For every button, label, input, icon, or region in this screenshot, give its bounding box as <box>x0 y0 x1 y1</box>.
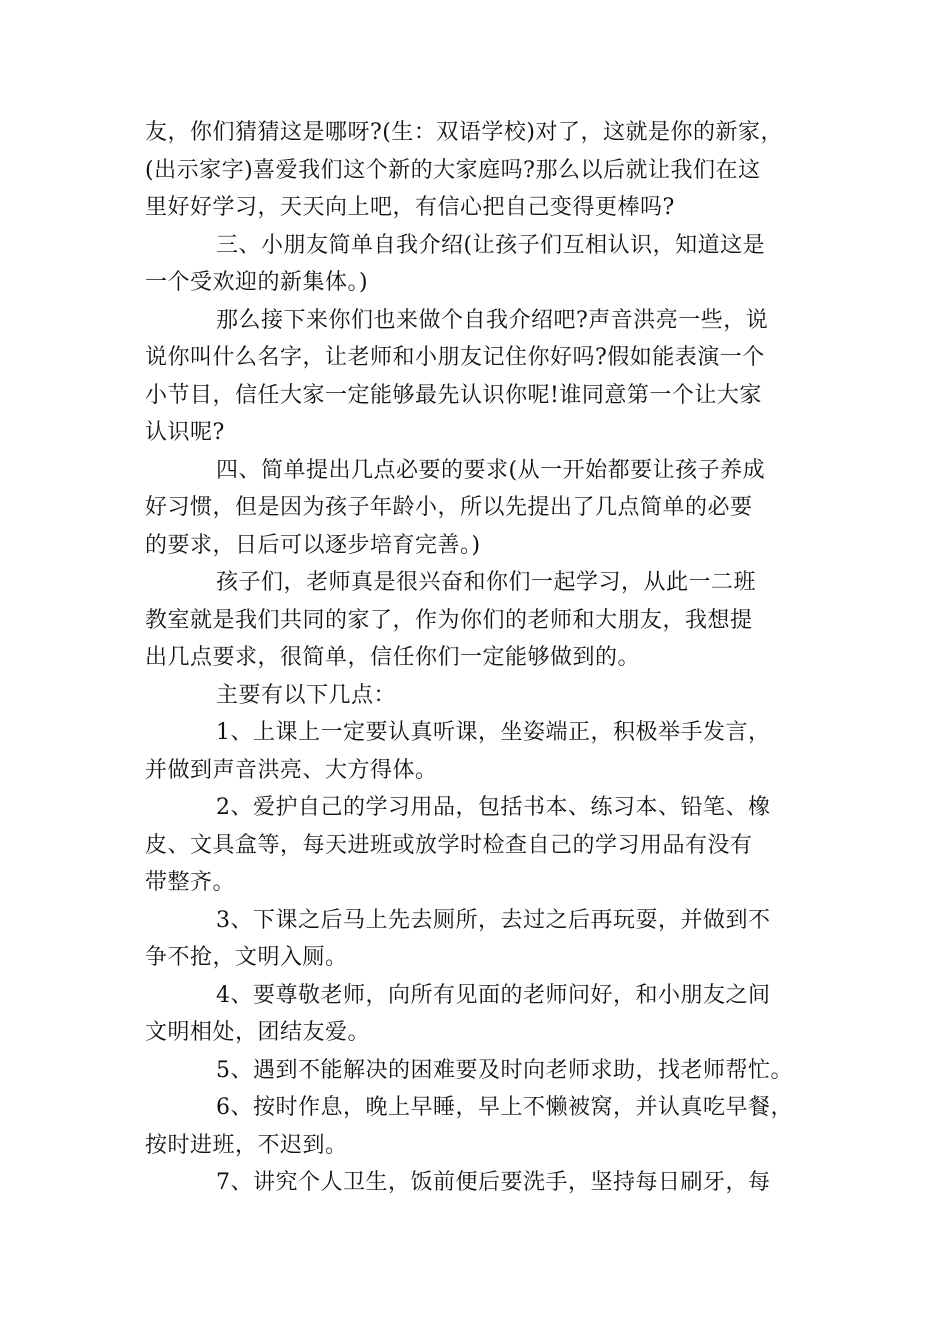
text-line: 争不抢，文明入厕。 <box>145 945 348 970</box>
document-body <box>145 114 825 1202</box>
text-line: 出几点要求，很简单，信任你们一定能够做到的。 <box>145 645 641 670</box>
text-line: 认识呢? <box>145 420 225 445</box>
text-line: 说你叫什么名字，让老师和小朋友记住你好吗?假如能表演一个 <box>145 345 765 370</box>
text-line: 4、要尊敬老师，向所有见面的老师问好，和小朋友之间 <box>216 982 771 1008</box>
text-line: 5、遇到不能解决的困难要及时向老师求助，找老师帮忙。 <box>216 1057 793 1083</box>
text-line: 2、爱护自己的学习用品，包括书本、练习本、铅笔、橡 <box>216 795 771 820</box>
text-line: 教室就是我们共同的家了，作为你们的老师和大朋友，我想提 <box>145 607 753 633</box>
text-line: 好习惯，但是因为孩子年龄小，所以先提出了几点简单的必要 <box>145 495 753 520</box>
text-line: 孩子们，老师真是很兴奋和你们一起学习，从此一二班 <box>216 570 757 595</box>
text-line: 主要有以下几点： <box>216 682 397 708</box>
text-line: 一个受欢迎的新集体。) <box>145 270 369 295</box>
text-line: 四、简单提出几点必要的要求(从一开始都要让孩子养成 <box>216 457 766 483</box>
text-line: 三、小朋友简单自我介绍(让孩子们互相认识，知道这是 <box>216 232 766 258</box>
text-line: 文明相处，团结友爱。 <box>145 1020 371 1045</box>
text-line: 按时进班，不迟到。 <box>145 1132 348 1158</box>
text-line: 里好好学习，天天向上吧，有信心把自己变得更棒吗? <box>145 195 675 220</box>
text-line: 皮、文具盒等，每天进班或放学时检查自己的学习用品有没有 <box>145 832 753 858</box>
text-line: 3、下课之后马上先去厕所，去过之后再玩耍，并做到不 <box>216 907 771 933</box>
text-line: 带整齐。 <box>145 870 236 895</box>
text-line: 那么接下来你们也来做个自我介绍吧?声音洪亮一些，说 <box>216 307 769 333</box>
text-line: 友，你们猜猜这是哪呀?(生：双语学校)对了，这就是你的新家， <box>145 120 783 145</box>
text-line: 并做到声音洪亮、大方得体。 <box>145 757 438 783</box>
text-line: 小节目，信任大家一定能够最先认识你呢!谁同意第一个让大家 <box>145 382 762 408</box>
text-line: 的要求，日后可以逐步培育完善。) <box>145 532 481 558</box>
text-line: 7、讲究个人卫生，饭前便后要洗手，坚持每日刷牙，每 <box>216 1170 771 1195</box>
text-line: (出示家字)喜爱我们这个新的大家庭吗?那么以后就让我们在这 <box>145 157 761 183</box>
text-line: 6、按时作息，晚上早睡，早上不懒被窝，并认真吃早餐， <box>216 1095 793 1120</box>
text-line: 1、上课上一定要认真听课，坐姿端正，积极举手发言， <box>216 720 771 745</box>
